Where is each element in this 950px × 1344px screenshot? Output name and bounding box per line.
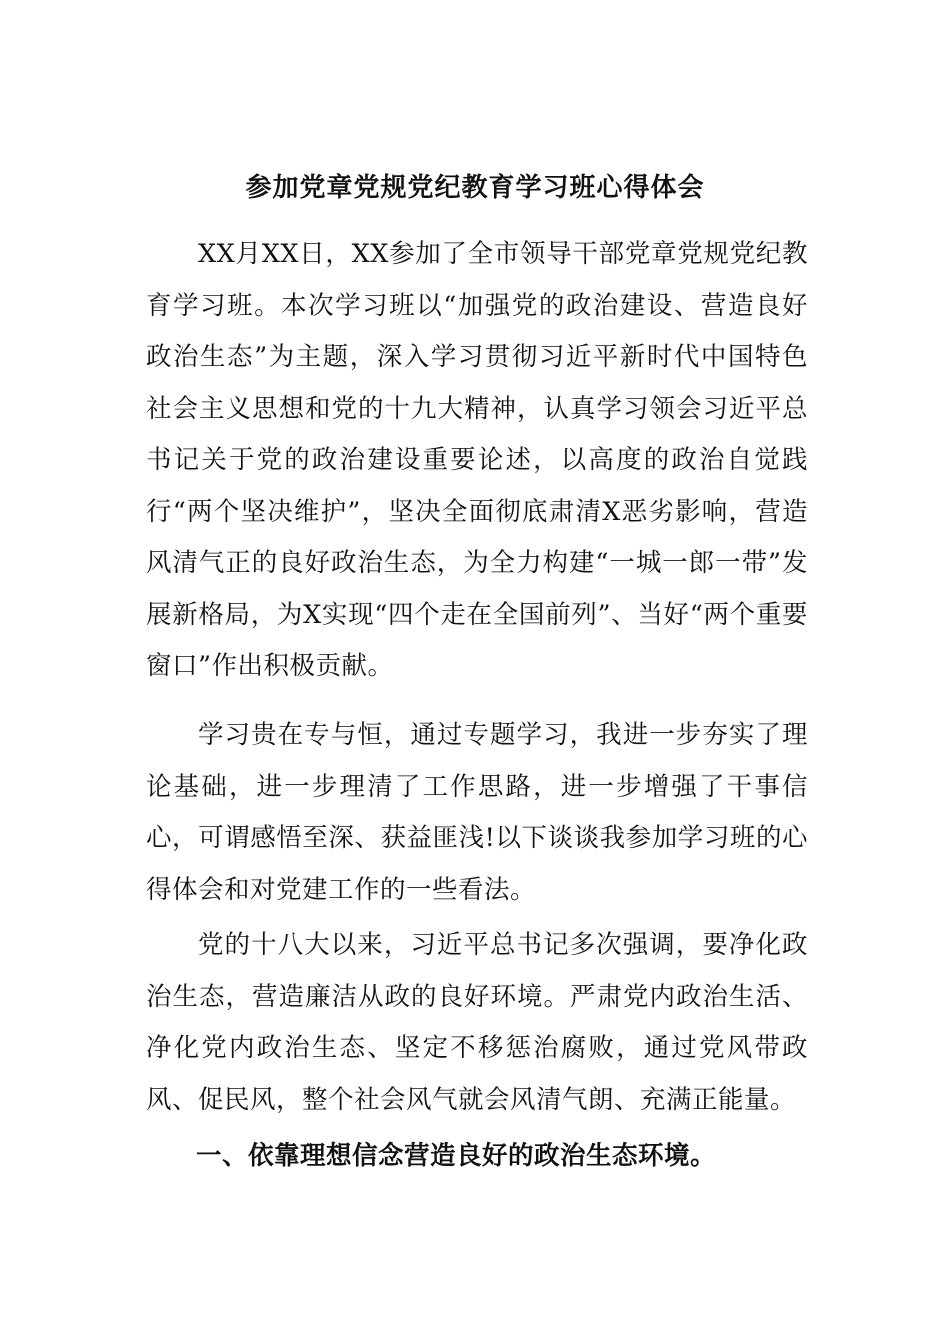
document-title: 参加党章党规党纪教育学习班心得体会: [245, 173, 705, 203]
section-heading: 一、依靠理想信念营造良好的政治生态环境。: [196, 1141, 717, 1171]
body-paragraph-2: 学习贵在专与恒，通过专题学习，我进一步夯实了理论基础，进一步理清了工作思路，进一步增强了干事信心，可谓感悟至深、获益匪浅!以下谈谈我参加学习班的心得体会和对党建工作的一些看法。: [146, 720, 808, 905]
body-paragraph-3: 党的十八大以来，习近平总书记多次强调，要净化政治生态，营造廉洁从政的良好环境。严肃党内政治生活、净化党内政治生态、坚定不移惩治腐败，通过党风带政风、促民风，整个社会风气就会风清气朗、充满正能量。: [146, 930, 808, 1115]
body-paragraph-1: XX月XX日，XX参加了全市领导干部党章党规党纪教育学习班。本次学习班以“加强党的政治建设、营造良好政治生态”为主题，深入学习贯彻习近平新时代中国特色社会主义思想和党的十九大精神，认真学习领会习近平总书记关于党的政治建设重要论述，以高度的政治自觉践行“两个坚决维护”，坚决全面彻底肃清X恶劣影响，营造风清气正的良好政治生态，为全力构建“一城一郎一带”发展新格局，为X实现“四个走在全国前列”、当好“两个重要窗口”作出积极贡献。: [146, 239, 808, 681]
